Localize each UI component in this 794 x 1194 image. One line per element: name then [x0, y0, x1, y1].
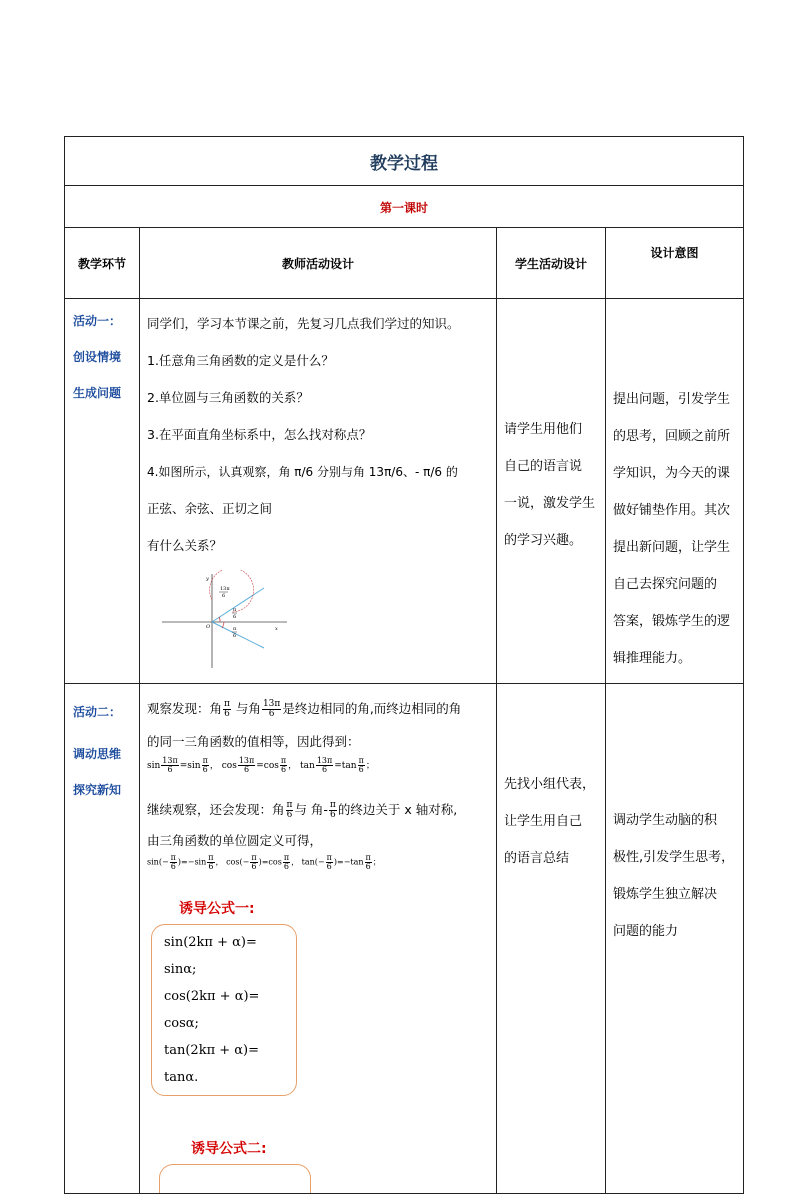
intent-line: 提出新问题，让学生: [613, 540, 731, 555]
frac-13pi-6: $\frac{13\pi}{6}$: [262, 699, 281, 719]
axis-x-label: x: [275, 626, 278, 632]
table-title-cell: [65, 137, 744, 186]
table-title: 教学过程: [370, 153, 438, 174]
student-cell-1: [497, 299, 606, 684]
intent-line: 学知识，为今天的课: [613, 466, 731, 481]
label-6: 6: [222, 593, 226, 599]
formula-1-title: 诱导公式一:: [179, 901, 255, 917]
observation-line-1: [147, 694, 490, 731]
student-line: 的语言总结: [504, 851, 570, 866]
teacher-line: 4.如图所示，认真观察，角 π/6 分别与角 13π/6、- π/6 的: [147, 465, 458, 479]
header-stage: 教学环节: [65, 228, 140, 299]
text-part: 的终边关于 x 轴对称,: [337, 802, 458, 817]
text-part: 与 角-: [294, 802, 328, 817]
student-line: 请学生用他们: [504, 422, 583, 437]
text-part: 是终边相同的角,而终边相同的角: [282, 701, 462, 716]
lesson-label: 第一课时: [379, 201, 428, 215]
formula-line: sin(2kπ + α)= sinα;: [164, 935, 257, 977]
header-intent: 设计意图: [606, 228, 744, 299]
label-6: 6: [233, 614, 237, 620]
frac-pi-6: $\frac{\pi}{6}$: [224, 699, 230, 719]
text-part: 继续观察，还会发现：角: [147, 802, 285, 817]
stage-2-line: 活动二：: [73, 705, 122, 719]
student-cell-2: [497, 684, 606, 1194]
intent-line: 调动学生动脑的积: [613, 813, 718, 828]
equation-line-1: sin $\frac{13\pi}{6}$ =sin $\frac{\pi}{6}$ ， cos $\frac{13\pi}{6}$ =cos $\frac{\pi}{6}$ ， tan $\frac{13\pi}{6}$ =tan $\frac{\pi}{6}$ ；: [147, 756, 375, 774]
axis-y-label: y: [206, 576, 209, 582]
observation-line-2: [147, 795, 490, 832]
equation-line-2: sin(− $\frac{\pi}{6}$ )=−sin $\frac{\pi}{6}$ ， cos(− $\frac{\pi}{6}$ )=cos $\frac{\pi}{6}$ ， tan(− $\frac{\pi}{6}$ )=−tan $\frac{\pi}{6}$ ；: [147, 853, 381, 871]
formula-2-box: [159, 1164, 311, 1193]
teacher-line: 的同一三角函数的值相等，因此得到：: [147, 734, 360, 749]
student-line: 自己的语言说: [504, 459, 583, 474]
unit-circle-angle-figure: [162, 570, 292, 670]
teaching-process-table: [64, 136, 744, 1194]
teacher-line: 正弦、余弦、正切之间: [147, 501, 273, 516]
teacher-line: 有什么关系？: [147, 538, 223, 553]
intent-line: 的思考，回顾之前所: [613, 429, 731, 444]
teacher-line: 2.单位圆与三角函数的关系？: [147, 390, 309, 405]
teacher-line: 1.任意角三角函数的定义是什么？: [147, 353, 334, 368]
student-line: 让学生用自己: [504, 814, 583, 829]
intent-line: 做好铺垫作用。其次: [613, 503, 731, 518]
intent-line: 自己去探究问题的: [613, 577, 718, 592]
intent-line: 提出问题，引发学生: [613, 392, 731, 407]
label-pi: π: [233, 607, 237, 613]
label-13pi: 13π: [220, 586, 230, 592]
formula-1-box: [151, 924, 297, 1096]
intent-line: 锻炼学生独立解决: [613, 887, 718, 902]
angle-arc: [219, 617, 220, 622]
stage-1-line: 生成问题: [73, 386, 122, 400]
label-pi: π: [233, 626, 237, 632]
terminal-side-neg-pi-6: [212, 622, 264, 648]
intent-cell-2: [606, 684, 744, 1194]
student-line: 先找小组代表，: [504, 777, 596, 792]
text-part: 观察发现：角: [147, 701, 223, 716]
student-line: 的学习兴趣。: [504, 533, 583, 548]
stage-2-line: 探究新知: [73, 783, 122, 797]
formula-2-title: 诱导公式二:: [191, 1141, 267, 1157]
stage-1-line: 活动一：: [73, 314, 122, 328]
frac-pi-6: $\frac{\pi}{6}$: [286, 800, 293, 820]
stage-1-line: 创设情境: [73, 350, 122, 364]
teacher-line: 同学们，学习本节课之前，先复习几点我们学过的知识。: [147, 316, 460, 331]
header-teacher: 教师活动设计: [140, 228, 497, 299]
student-line: 一说，激发学生: [504, 496, 596, 511]
formula-line: cos(2kπ + α)= cosα;: [164, 989, 260, 1031]
lesson-cell: [65, 186, 744, 228]
intent-line: 答案，锻炼学生的逻: [613, 614, 731, 629]
teacher-cell-1: [140, 299, 497, 684]
teacher-line: 由三角函数的单位圆定义可得，: [147, 833, 323, 848]
teacher-line: 3.在平面直角坐标系中，怎么找对称点？: [147, 427, 372, 442]
header-student: 学生活动设计: [497, 228, 606, 299]
stage-cell-2: [65, 684, 140, 1194]
terminal-side-pi-6: [212, 588, 264, 622]
origin-label: O: [206, 624, 211, 630]
intent-line: 辑推理能力。: [613, 651, 692, 666]
frac-pi-6: $\frac{\pi}{6}$: [329, 800, 336, 820]
text-part: 与角: [235, 701, 261, 716]
intent-line: 问题的能力: [613, 924, 679, 939]
label-6: 6: [233, 633, 237, 639]
stage-2-line: 调动思维: [73, 747, 122, 761]
intent-line: 极性,引发学生思考，: [613, 850, 735, 865]
teacher-cell-2: [140, 684, 497, 1194]
intent-cell-1: [606, 299, 744, 684]
formula-line: tan(2kπ + α)= tanα.: [164, 1043, 260, 1085]
angle-arc-13pi-6: [210, 570, 254, 612]
stage-cell-1: [65, 299, 140, 684]
